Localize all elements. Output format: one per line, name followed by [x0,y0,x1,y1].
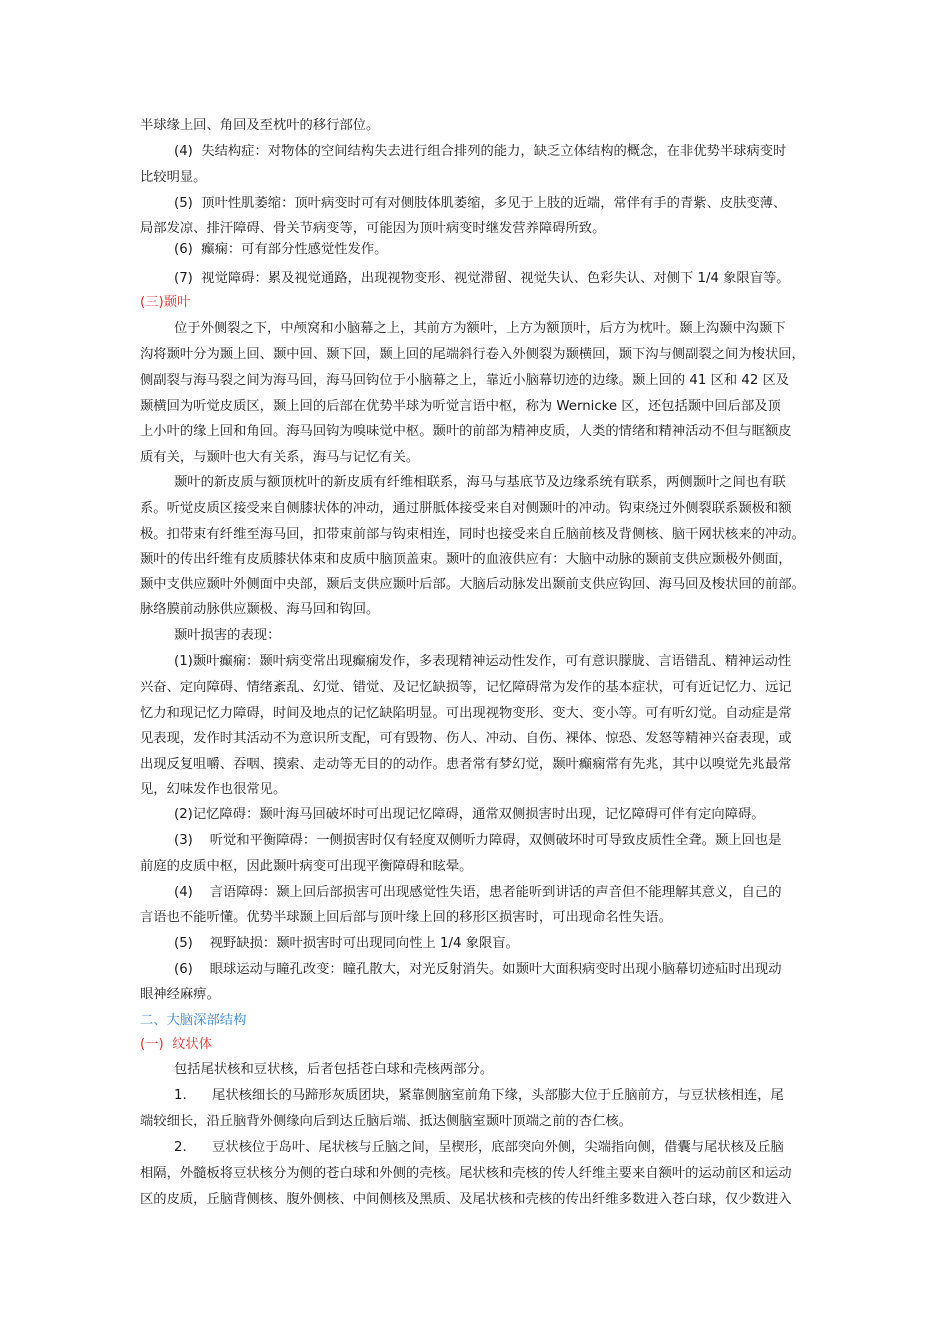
list-item: (1)颞叶癫痫：颞叶病变常出现癫痫发作，多表现精神运动性发作，可有意识朦胧、言语错乱、精神运动性 [174,654,792,669]
section-heading: 二、大脑深部结构 [140,1013,247,1028]
paragraph-line: 相隔，外髓板将豆状核分为侧的苍白球和外侧的壳核。尾状核和壳核的传人纤维主要来自额叶的运动前区和运动 [140,1166,792,1181]
list-item: (2)记忆障碍：颞叶海马回破坏时可出现记忆障碍，通常双侧损害时出现，记忆障碍可伴有定向障碍。 [174,807,765,822]
list-item: (5) 顶叶性肌萎缩：顶叶病变时可有对侧肢体肌萎缩，多见于上肢的近端，常伴有手的青紫、皮肤变薄、 [174,196,787,211]
paragraph-line: 见表现，发作时其活动不为意识所支配，可有毁物、伤人、冲动、自伤、裸体、惊恐、发怒等精神兴奋表现，或 [140,731,792,746]
paragraph-line: 上小叶的缘上回和角回。海马回钩为嗅味觉中枢。颞叶的前部为精神皮质，人类的情绪和精神活动不但与眶额皮 [140,424,792,439]
paragraph-line: 颞中支供应颞叶外侧面中央部，颞后支供应颞叶后部。大脑后动脉发出颞前支供应钩回、海马回及梭状回的前部。 [140,577,805,592]
paragraph-line: 眼神经麻痹。 [140,987,220,1002]
paragraph-line: 脉络膜前动脉供应颞极、海马回和钩回。 [140,602,380,617]
list-item: (6) 眼球运动与瞳孔改变：瞳孔散大，对光反射消失。如颞叶大面积病变时出现小脑幕切迹疝时出现动 [174,962,782,977]
text-line: 比较明显。 [140,170,207,185]
list-item: 1. 尾状核细长的马蹄形灰质团块，紧靠侧脑室前角下缘，头部膨大位于丘脑前方，与豆状核相连，尾 [174,1088,784,1103]
paragraph-line: 忆力和现记忆力障碍，时间及地点的记忆缺陷明显。可出现视物变形、变大、变小等。可有听幻觉。自动症是常 [140,706,792,721]
paragraph-line: 沟将颞叶分为颞上回、颞中回、颞下回，颞上回的尾端斜行卷入外侧裂为颞横回，颞下沟与侧副裂之间为梭状回， [140,347,805,362]
paragraph-line: 见，幻味发作也很常见。 [140,782,287,797]
paragraph-line: 颞叶的新皮质与额顶枕叶的新皮质有纤维相联系，海马与基底节及边缘系统有联系，两侧颞叶之间也有联 [174,475,786,490]
paragraph-line: 出现反复咀嚼、吞咽、摸索、走动等无目的的动作。患者常有梦幻觉，颞叶癫痫常有先兆，其中以嗅觉先兆最常 [140,757,792,772]
paragraph-line: 质有关，与颞叶也大有关系，海马与记忆有关。 [140,450,420,465]
paragraph-line: 位于外侧裂之下，中颅窝和小脑幕之上，其前方为额叶，上方为额顶叶，后方为枕叶。颞上沟颞中沟颞下 [174,321,786,336]
text-line: 半球缘上回、角回及至枕叶的移行部位。 [140,118,380,133]
paragraph-line: 端较细长，沿丘脑背外侧缘向后到达丘脑后端、抵达侧脑室颞叶顶端之前的杏仁核。 [140,1114,632,1129]
paragraph-line: 系。听觉皮质区接受来自侧膝状体的冲动，通过胼胝体接受来自对侧颞叶的冲动。钩束绕过外侧裂联系颞极和额 [140,501,792,516]
list-item: 2. 豆状核位于岛叶、尾状核与丘脑之间，呈楔形，底部突向外侧，尖端指向侧，借囊与尾状核及丘脑 [174,1140,784,1155]
subsection-heading: (一) 纹状体 [140,1037,213,1052]
list-item: (4) 失结构症：对物体的空间结构失去进行组合排列的能力，缺乏立体结构的概念，在非优势半球病变时 [174,144,787,159]
paragraph-line: 言语也不能听懂。优势半球颞上回后部与顶叶缘上回的移形区损害时，可出现命名性失语。 [140,910,672,925]
paragraph-line: 侧副裂与海马裂之间为海马回，海马回钩位于小脑幕之上，靠近小脑幕切迹的边缘。颞上回的 41 区和 42 区及 [140,373,790,388]
list-item: (6) 癫痫：可有部分性感觉性发作。 [174,242,388,257]
paragraph-line: 区的皮质，丘脑背侧核、腹外侧核、中间侧核及黑质、及尾状核和壳核的传出纤维多数进入苍白球，仅少数进入 [140,1192,792,1207]
paragraph-line: 前庭的皮质中枢，因此颞叶病变可出现平衡障碍和眩晕。 [140,859,473,874]
text-line: 局部发凉、排汗障碍、骨关节病变等，可能因为顶叶病变时继发营养障碍所致。 [140,221,606,236]
paragraph-line: 包括尾状核和豆状核，后者包括苍白球和壳核两部分。 [174,1062,494,1077]
paragraph-line: 极。扣带束有纤维至海马回，扣带束前部与钩束相连，同时也接受来自丘脑前核及背侧核、脑干网状核来的冲动。 [140,527,805,542]
paragraph-line: 颞叶的传出纤维有皮质膝状体束和皮质中脑顶盖束。颞叶的血液供应有：大脑中动脉的颞前支供应颞极外侧面， [140,552,792,567]
list-item: (4) 言语障碍：颞上回后部损害可出现感觉性失语，患者能听到讲话的声音但不能理解其意义，自己的 [174,885,782,900]
paragraph-line: 兴奋、定向障碍、情绪紊乱、幻觉、错觉、及记忆缺损等，记忆障碍常为发作的基本症状，可有近记忆力、远记 [140,680,792,695]
subheading: 颞叶损害的表现： [174,628,281,643]
list-item: (5) 视野缺损：颞叶损害时可出现同向性上 1/4 象限盲。 [174,936,519,951]
paragraph-line: 颞横回为听觉皮质区，颞上回的后部在优势半球为听觉言语中枢，称为 Wernicke 区，还包括颞中回后部及顶 [140,399,781,414]
section-heading: (三)颞叶 [140,295,191,310]
list-item: (3) 听觉和平衡障碍：一侧损害时仅有轻度双侧听力障碍，双侧破坏时可导致皮质性全聋。颞上回也是 [174,833,782,848]
list-item: (7) 视觉障碍：累及视觉通路，出现视物变形、视觉滞留、视觉失认、色彩失认、对侧下 1/4 象限盲等。 [174,271,790,286]
